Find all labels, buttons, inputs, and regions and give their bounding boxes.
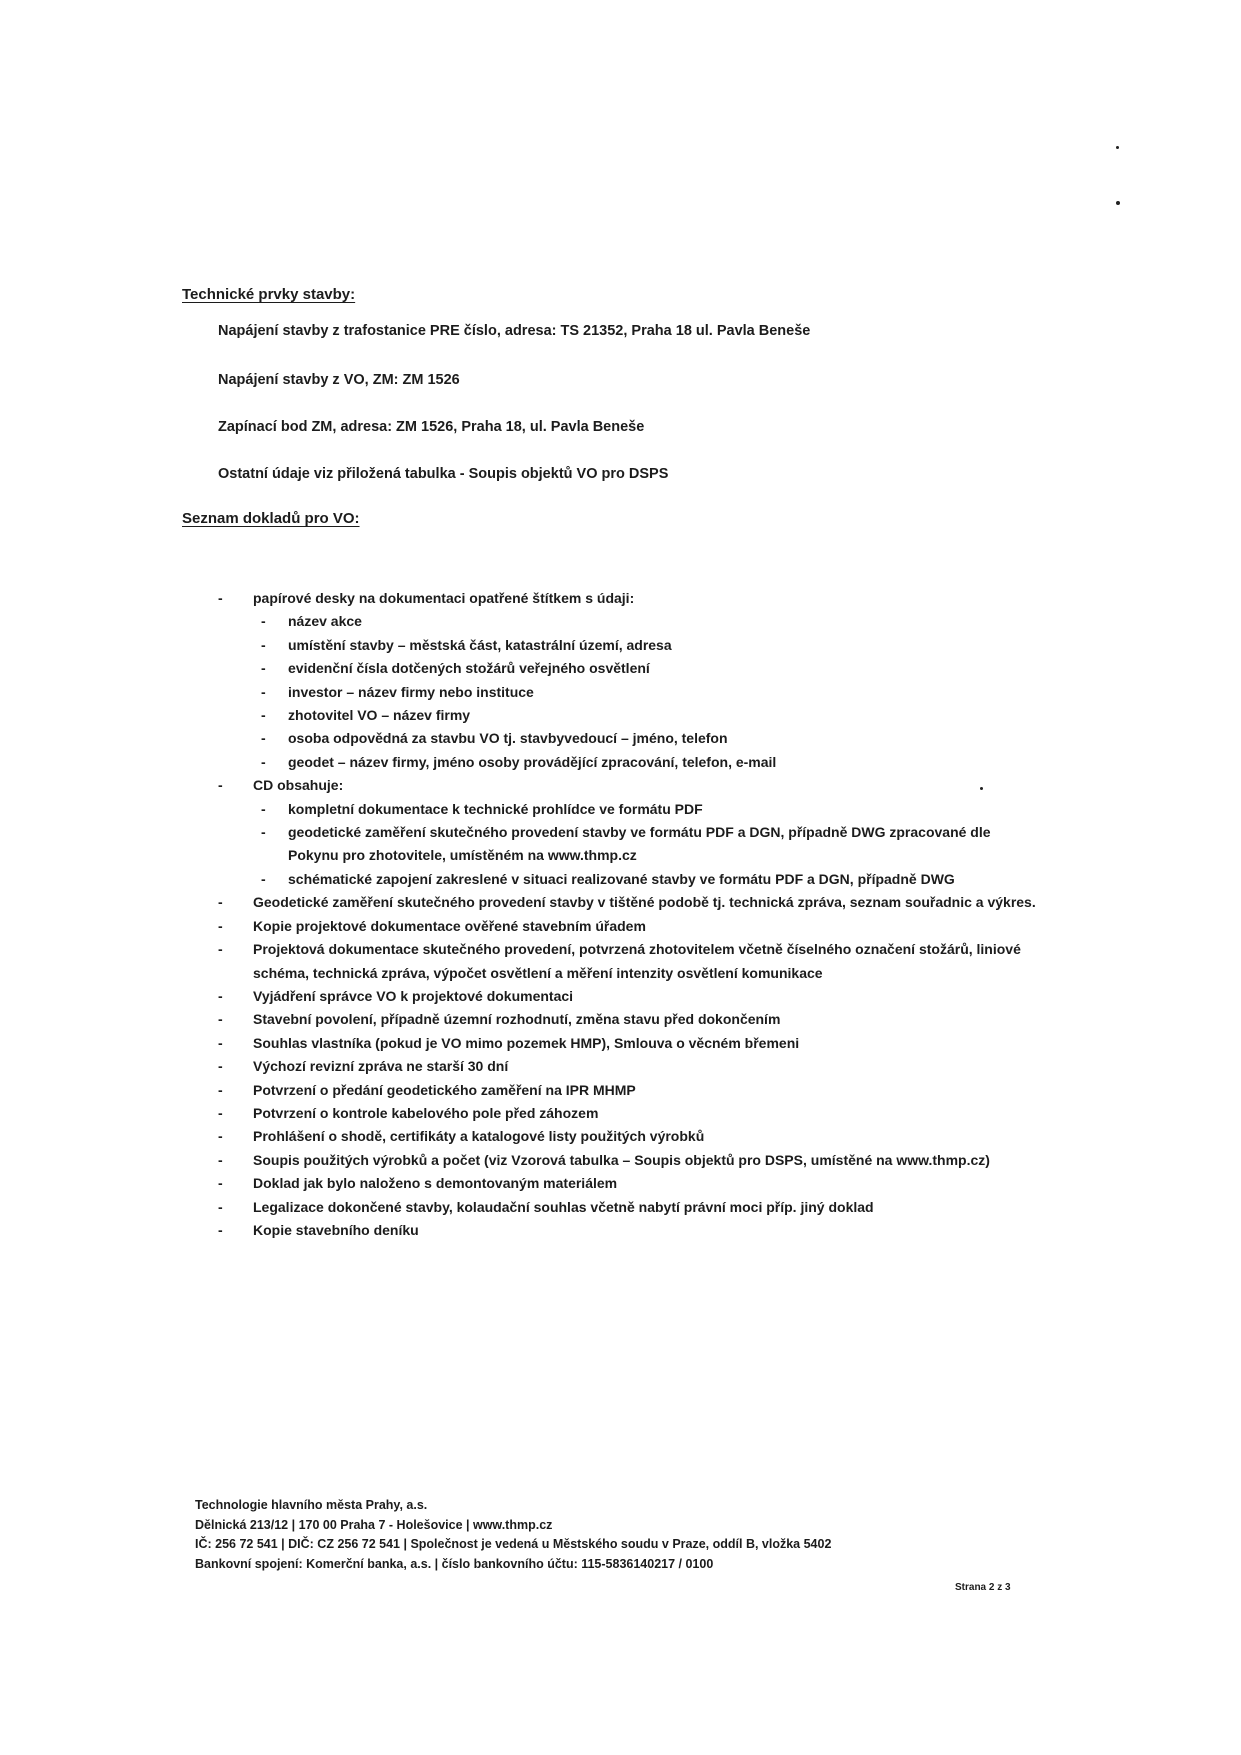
list-item: - Kopie stavebního deníku: [218, 1219, 1038, 1242]
footer-address: Dělnická 213/12 | 170 00 Praha 7 - Holešovice | www.thmp.cz: [195, 1517, 553, 1532]
list-item: - Výchozí revizní zpráva ne starší 30 dní: [218, 1055, 1038, 1078]
technical-line-power-vo: Napájení stavby z VO, ZM: ZM 1526: [218, 372, 460, 388]
sublist-item: - kompletní dokumentace k technické prohlídce ve formátu PDF: [253, 798, 1038, 821]
list-item: - Projektová dokumentace skutečného provedení, potvrzená zhotovitelem včetně číselného označení stožárů, liniové schéma, technická zpráva, výpočet osvětlení a měření intenzity osvětlení komunikace: [218, 938, 1038, 985]
sublist-item: - geodetické zaměření skutečného provedení stavby ve formátu PDF a DGN, případně DWG zpracované dle Pokynu pro zhotovitele, umístěném na www.thmp.cz: [253, 821, 1038, 868]
company-footer: [195, 1496, 831, 1574]
list-item: - Potvrzení o předání geodetického zaměření na IPR MHMP: [218, 1079, 1038, 1102]
scan-speck: [1116, 146, 1119, 149]
sublist-item: - investor – název firmy nebo instituce: [253, 681, 1038, 704]
footer-registration: IČ: 256 72 541 | DIČ: CZ 256 72 541 | Společnost je vedená u Městského soudu v Praze, oddíl B, vložka 5402: [195, 1537, 832, 1551]
list-item: - Vyjádření správce VO k projektové dokumentaci: [218, 985, 1038, 1008]
sublist-item: - zhotovitel VO – název firmy: [253, 704, 1038, 727]
list-item: - Geodetické zaměření skutečného provedení stavby v tištěné podobě tj. technická zpráva, seznam souřadnic a výkres.: [218, 891, 1038, 914]
list-item: - Stavební povolení, případně územní rozhodnutí, změna stavu před dokončením: [218, 1008, 1038, 1031]
list-item-text: papírové desky na dokumentaci opatřené štítkem s údaji:: [253, 590, 635, 606]
list-item: - Prohlášení o shodě, certifikáty a katalogové listy použitých výrobků: [218, 1125, 1038, 1148]
page-number: Strana 2 z 3: [955, 1582, 1011, 1593]
list-item: [218, 587, 1038, 774]
list-item: - Kopie projektové dokumentace ověřené stavebním úřadem: [218, 915, 1038, 938]
scan-speck: [1116, 201, 1120, 205]
list-item: - Doklad jak bylo naloženo s demontovaným materiálem: [218, 1172, 1038, 1195]
footer-bank-details: Bankovní spojení: Komerční banka, a.s. | číslo bankovního účtu: 115-5836140217 / 0100: [195, 1556, 714, 1571]
sublist-item: - geodet – název firmy, jméno osoby provádějící zpracování, telefon, e-mail: [253, 751, 1038, 774]
sublist-item: - název akce: [253, 610, 1038, 633]
technical-line-power-substation: Napájení stavby z trafostanice PRE číslo, adresa: TS 21352, Praha 18 ul. Pavla Beneše: [218, 323, 811, 339]
footer-company-name: Technologie hlavního města Prahy, a.s.: [195, 1498, 428, 1512]
list-item: - Souhlas vlastníka (pokud je VO mimo pozemek HMP), Smlouva o věcném břemeni: [218, 1032, 1038, 1055]
documents-list: [218, 587, 1038, 1242]
sublist-item: - umístění stavby – městská část, katastrální území, adresa: [253, 634, 1038, 657]
sublist-item: - evidenční čísla dotčených stožárů veřejného osvětlení: [253, 657, 1038, 680]
sublist-item: - osoba odpovědná za stavbu VO tj. stavbyvedoucí – jméno, telefon: [253, 727, 1038, 750]
technical-elements-heading: Technické prvky stavby:: [182, 286, 356, 303]
documents-list-heading: Seznam dokladů pro VO:: [182, 510, 360, 527]
list-item: - Legalizace dokončené stavby, kolaudační souhlas včetně nabytí právní moci příp. jiný doklad: [218, 1196, 1038, 1219]
cd-contents-sublist: [253, 798, 1038, 892]
list-item: - Soupis použitých výrobků a počet (viz Vzorová tabulka – Soupis objektů pro DSPS, umístěné na www.thmp.cz): [218, 1149, 1038, 1172]
list-item-text: CD obsahuje:: [253, 777, 344, 794]
list-item: [218, 774, 1038, 891]
label-details-sublist: [253, 610, 1038, 774]
list-item: - Potvrzení o kontrole kabelového pole před záhozem: [218, 1102, 1038, 1125]
technical-line-switch-point: Zapínací bod ZM, adresa: ZM 1526, Praha 18, ul. Pavla Beneše: [218, 419, 645, 435]
sublist-item: - schématické zapojení zakreslené v situaci realizované stavby ve formátu PDF a DGN, případně DWG: [253, 868, 1038, 891]
technical-line-other-data: Ostatní údaje viz přiložená tabulka - Soupis objektů VO pro DSPS: [218, 466, 669, 482]
